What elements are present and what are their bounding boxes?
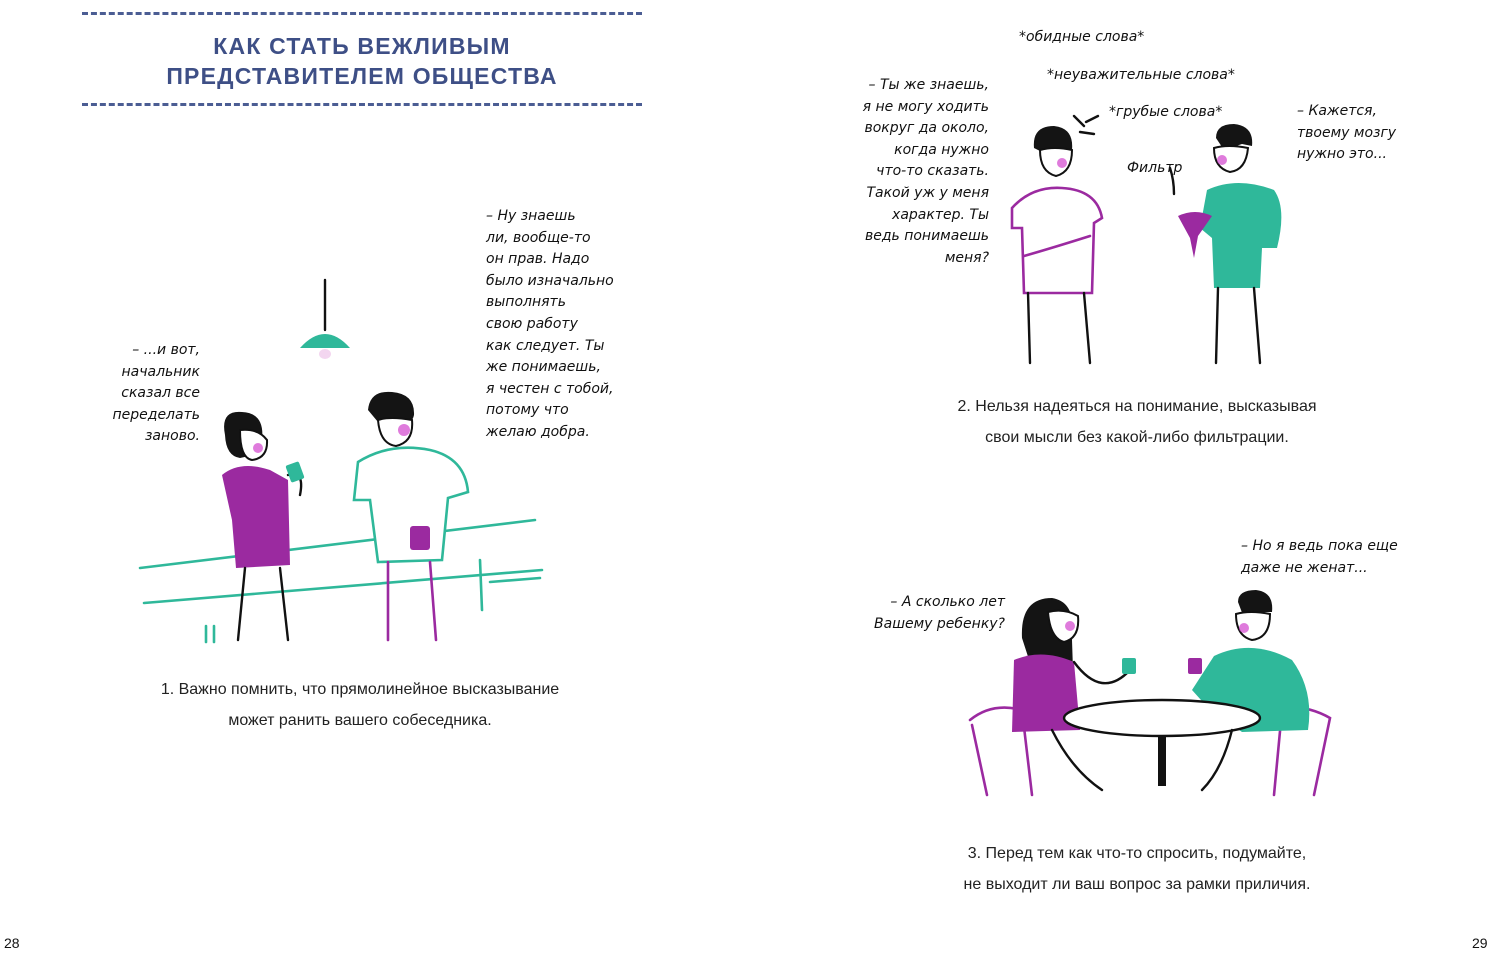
cafe-illustration [952, 590, 1342, 805]
person1-legs [1028, 293, 1090, 363]
thought-marks [1074, 116, 1098, 134]
speech-filter-person [1297, 101, 1396, 166]
caption-line: 2. Нельзя надеяться на понимание, высказывая [957, 398, 1317, 415]
speech-line: было изначально [486, 272, 614, 289]
title-divider-top [82, 12, 642, 15]
person2-legs [1216, 288, 1260, 363]
cafe-woman-cheek [1065, 621, 1075, 631]
speech-line: выполнять [486, 294, 566, 311]
caption-1 [60, 674, 660, 736]
title-divider-bottom [82, 103, 642, 106]
filter-label: Фильтр [1127, 160, 1183, 176]
speech-line: когда нужно [894, 141, 989, 158]
speech-line: Такой уж у меня [866, 184, 989, 201]
speech-line: Вашему ребенку? [874, 615, 1005, 632]
woman-phone [285, 461, 304, 483]
speech-line: как следует. Ты [486, 337, 605, 354]
speech-line: потому что [486, 402, 569, 419]
person1-face [1040, 148, 1072, 176]
speech-line: я честен с тобой, [486, 380, 614, 397]
cafe-man-cheek [1239, 623, 1249, 633]
counter-top [140, 520, 535, 568]
woman-shirt [222, 466, 290, 568]
page-title [82, 31, 642, 91]
office-illustration [130, 270, 560, 655]
speech-line: меня? [944, 249, 989, 266]
caption-line: может ранить вашего собеседника. [228, 712, 492, 729]
caption-line: не выходит ли ваш вопрос за рамки приличия. [963, 876, 1311, 893]
woman-legs [238, 568, 288, 640]
woman-face [240, 430, 267, 460]
filter-funnel [1178, 212, 1212, 258]
person1-shirt [1012, 188, 1102, 293]
speech-line: он прав. Надо [486, 251, 590, 268]
speech-line: же понимаешь, [486, 359, 601, 376]
table-top [1064, 700, 1260, 736]
filter-illustration [1002, 108, 1302, 370]
speech-direct-person [839, 75, 989, 269]
man-cup [410, 526, 430, 550]
caption-2 [837, 391, 1437, 453]
person1-cheek [1057, 158, 1067, 168]
speech-line: твоему мозгу [1297, 124, 1397, 141]
speech-line: – Ну знаешь [486, 208, 576, 224]
speech-man-cafe [1241, 536, 1398, 579]
speech-line: желаю добра. [486, 423, 590, 440]
speech-line: – Ты же знаешь, [868, 77, 989, 93]
caption-3 [837, 838, 1437, 900]
page-number-right: 29 [1472, 935, 1488, 951]
caption-line: 1. Важно помнить, что прямолинейное высказывание [160, 681, 560, 698]
man-legs [388, 562, 436, 640]
title-line: КАК СТАТЬ ВЕЖЛИВЫМ [213, 33, 511, 59]
speech-line: – Но я ведь пока еще [1241, 538, 1398, 554]
speech-line: начальник [121, 363, 200, 380]
thought-rude: *грубые слова* [1109, 104, 1223, 120]
speech-line: что-то сказать. [876, 163, 989, 180]
thought-hurtful: *обидные слова* [1019, 29, 1145, 45]
speech-line: – ...и вот, [132, 342, 200, 358]
person2-cheek [1217, 155, 1227, 165]
speech-line: характер. Ты [892, 206, 989, 223]
speech-line: вокруг да около, [864, 120, 989, 137]
lamp-bulb [319, 349, 331, 359]
speech-line: свою работу [486, 315, 578, 332]
cafe-man-cup [1188, 658, 1202, 674]
speech-line: – А сколько лет [890, 594, 1005, 610]
cabinet-handles [206, 626, 214, 642]
woman-cheek [253, 443, 263, 453]
speech-line: – Кажется, [1297, 103, 1377, 119]
speech-line: ведь понимаешь [864, 228, 989, 245]
speech-line: ли, вообще-то [486, 229, 591, 246]
speech-line: нужно это... [1297, 146, 1387, 163]
speech-line: я не могу ходить [862, 98, 989, 115]
person2-shirt [1200, 183, 1281, 288]
speech-line: заново. [144, 428, 200, 445]
drawer-line [480, 560, 482, 610]
page-number-left: 28 [4, 935, 20, 951]
thought-disrespectful: *неуважительные слова* [1047, 67, 1235, 83]
right-page [747, 0, 1494, 953]
speech-line: даже не женат... [1241, 559, 1368, 576]
cafe-woman-arm [1074, 662, 1130, 683]
speech-line: сказал все [121, 385, 200, 402]
cafe-woman-cup [1122, 658, 1136, 674]
caption-line: 3. Перед тем как что-то спросить, подумайте, [967, 845, 1307, 862]
drawer-handle [490, 578, 540, 582]
filter-arrow [1170, 168, 1174, 194]
people-legs [1052, 730, 1232, 790]
man-cheek [398, 424, 410, 436]
lamp-shade [300, 334, 350, 348]
title-line: ПРЕДСТАВИТЕЛЕМ ОБЩЕСТВА [166, 63, 558, 89]
caption-line: свои мысли без какой-либо фильтрации. [985, 429, 1289, 446]
speech-line: переделать [112, 406, 200, 423]
